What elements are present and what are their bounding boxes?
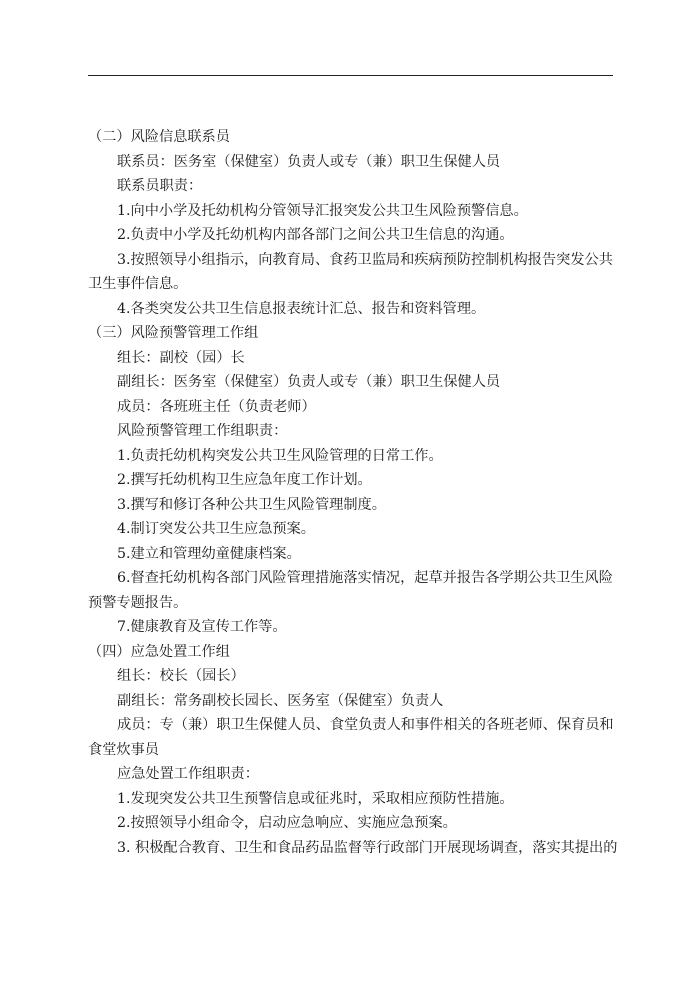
paragraph-line: 风险预警管理工作组职责： <box>117 423 288 439</box>
list-item: 2.负责中小学及托幼机构内部各部门之间公共卫生信息的沟通。 <box>117 227 514 243</box>
paragraph-line: 副组长：常务副校长园长、医务室（保健室）负责人 <box>117 692 444 709</box>
paragraph-line: 副组长：医务室（保健室）负责人或专（兼）职卫生保健人员 <box>117 374 501 390</box>
paragraph-line: 组长：副校（园）长 <box>117 349 245 366</box>
paragraph-line: 联系员：医务室（保健室）负责人或专（兼）职卫生保健人员 <box>117 153 501 170</box>
list-item: 2.按照领导小组命令，启动应急响应、实施应急预案。 <box>117 815 457 831</box>
list-item: 4.制订突发公共卫生应急预案。 <box>117 521 315 537</box>
list-item-continuation: 预警专题报告。 <box>88 594 188 611</box>
list-item: 6.督查托幼机构各部门风险管理措施落实情况，起草并报告各学期公共卫生风险 <box>117 570 613 586</box>
list-item: 1.负责托幼机构突发公共卫生风险管理的日常工作。 <box>117 447 443 464</box>
paragraph-line: 组长：校长（园长） <box>117 668 245 684</box>
section-heading-2: （二）风险信息联系员 <box>88 129 230 145</box>
list-item: 2.撰写托幼机构卫生应急年度工作计划。 <box>117 472 372 488</box>
document-body <box>88 125 618 860</box>
paragraph-line: 联系员职责： <box>117 178 203 194</box>
paragraph-line: 成员：各班班主任（负责老师） <box>117 398 316 415</box>
header-rule <box>88 75 613 76</box>
list-item: 5.建立和管理幼童健康档案。 <box>117 545 301 562</box>
list-item: 3.按照领导小组指示，向教育局、食药卫监局和疾病预防控制机构报告突发公共 <box>117 251 613 268</box>
list-item: 4.各类突发公共卫生信息报表统计汇总、报告和资料管理。 <box>117 300 486 317</box>
list-item: 3. 积极配合教育、卫生和食品药品监督等行政部门开展现场调查，落实其提出的 <box>117 839 618 856</box>
section-heading-3: （三）风险预警管理工作组 <box>88 325 259 341</box>
paragraph-line: 应急处置工作组职责： <box>117 766 259 782</box>
list-item: 1.发现突发公共卫生预警信息或征兆时，采取相应预防性措施。 <box>117 790 514 807</box>
list-item: 7.健康教育及宣传工作等。 <box>117 619 287 635</box>
list-item-continuation: 卫生事件信息。 <box>88 276 188 292</box>
list-item: 1.向中小学及托幼机构分管领导汇报突发公共卫生风险预警信息。 <box>117 202 528 219</box>
section-heading-4: （四）应急处置工作组 <box>88 643 230 660</box>
paragraph-continuation: 食堂炊事员 <box>88 741 159 758</box>
paragraph-line: 成员：专（兼）职卫生保健人员、食堂负责人和事件相关的各班老师、保育员和 <box>117 717 614 733</box>
list-item: 3.撰写和修订各种公共卫生风险管理制度。 <box>117 496 386 513</box>
